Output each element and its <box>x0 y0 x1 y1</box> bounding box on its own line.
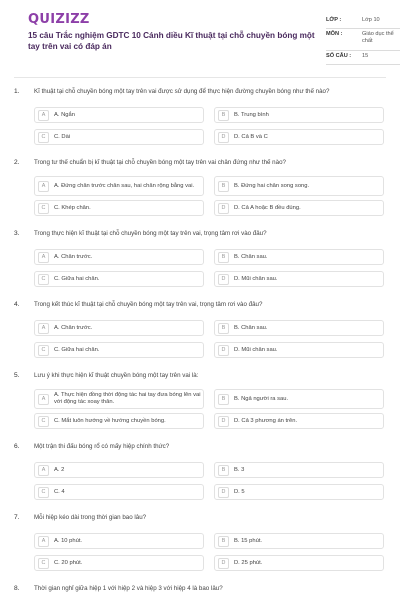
question-item <box>0 372 400 443</box>
meta-row-count <box>326 51 400 65</box>
answer-option-b[interactable] <box>214 389 384 409</box>
option-letter: C <box>38 345 49 356</box>
option-letter: C <box>38 487 49 498</box>
answer-option-a[interactable] <box>34 320 204 336</box>
question-item <box>0 443 400 514</box>
option-letter: C <box>38 416 49 427</box>
option-text: D. 25 phút. <box>234 559 263 566</box>
question-text: Lưu ý khi thực hiện kĩ thuật chuyền bóng một tay trên vai là: <box>34 372 199 379</box>
option-text: C. 20 phút. <box>54 559 83 566</box>
option-letter: A <box>38 465 49 476</box>
option-text: A. Chân trước. <box>54 324 93 331</box>
answer-option-d[interactable] <box>214 555 384 571</box>
option-letter: B <box>218 394 229 405</box>
answer-option-a[interactable] <box>34 462 204 478</box>
question-number: 5. <box>14 372 20 379</box>
option-letter: D <box>218 558 229 569</box>
option-letter: A <box>38 394 49 405</box>
meta-value: Lớp 10 <box>362 17 380 23</box>
option-text: C. Giữa hai chân. <box>54 275 100 282</box>
question-number: 7. <box>14 514 20 521</box>
question-item <box>0 159 400 230</box>
question-item <box>0 514 400 585</box>
option-text: A. Thực hiện đồng thời động tác hai tay đưa bóng lên vai với động tác xoay thân. <box>54 392 201 405</box>
option-letter: D <box>218 203 229 214</box>
option-text: A. Đứng chân trước chân sau, hai chân rộng bằng vai. <box>54 182 195 189</box>
question-number: 1. <box>14 88 20 95</box>
meta-label: LỚP : <box>326 17 342 23</box>
worksheet-meta <box>326 15 400 65</box>
question-text: Trong thực hiện kĩ thuật tại chỗ chuyền bóng một tay trên vai, trọng tâm rơi vào đâu? <box>34 230 267 237</box>
option-text: B. Chân sau. <box>234 253 268 260</box>
option-letter: A <box>38 181 49 192</box>
option-text: B. Đứng hai chân song song. <box>234 182 310 189</box>
option-letter: A <box>38 110 49 121</box>
quizizz-logo: QUIZIZZ <box>28 12 90 27</box>
option-text: C. Dài <box>54 133 71 140</box>
option-letter: D <box>218 345 229 356</box>
question-list <box>0 88 400 599</box>
question-item <box>0 301 400 372</box>
worksheet-title: 15 câu Trắc nghiệm GDTC 10 Cánh diều Kĩ thuật tại chỗ chuyền bóng một tay trên vai có đáp án <box>28 31 315 51</box>
answer-option-b[interactable] <box>214 176 384 196</box>
question-text: Trong kết thúc kĩ thuật tại chỗ chuyền bóng một tay trên vai, trọng tâm rơi vào đâu? <box>34 301 263 308</box>
option-letter: B <box>218 465 229 476</box>
option-text: A. 10 phút. <box>54 537 83 544</box>
question-text: Trong tư thế chuẩn bị kĩ thuật tại chỗ chuyền bóng một tay trên vai chân đứng như thế nào? <box>34 159 286 166</box>
option-letter: C <box>38 274 49 285</box>
option-letter: C <box>38 558 49 569</box>
option-text: A. 2 <box>54 466 65 473</box>
option-text: D. Mũi chân sau. <box>234 346 278 353</box>
meta-row-class <box>326 15 400 29</box>
option-letter: C <box>38 132 49 143</box>
option-text: A. Ngắn <box>54 111 75 118</box>
answer-option-c[interactable] <box>34 413 204 429</box>
option-letter: B <box>218 110 229 121</box>
option-letter: A <box>38 323 49 334</box>
option-text: C. Mắt luôn hướng về hướng chuyền bóng. <box>54 417 166 424</box>
answer-option-a[interactable] <box>34 249 204 265</box>
option-text: A. Chân trước. <box>54 253 93 260</box>
option-letter: B <box>218 252 229 263</box>
option-letter: A <box>38 252 49 263</box>
option-text: D. Cả 3 phương án trên. <box>234 417 298 424</box>
answer-option-d[interactable] <box>214 342 384 358</box>
option-text: C. Giữa hai chân. <box>54 346 100 353</box>
answer-option-c[interactable] <box>34 271 204 287</box>
option-text: B. 3 <box>234 466 245 473</box>
option-text: B. 15 phút. <box>234 537 263 544</box>
question-number: 4. <box>14 301 20 308</box>
option-letter: D <box>218 416 229 427</box>
answer-option-d[interactable] <box>214 413 384 429</box>
worksheet-header <box>14 0 394 78</box>
answer-option-c[interactable] <box>34 129 204 145</box>
option-letter: D <box>218 132 229 143</box>
question-number: 3. <box>14 230 20 237</box>
answer-option-b[interactable] <box>214 533 384 549</box>
option-text: C. 4 <box>54 488 65 495</box>
answer-option-c[interactable] <box>34 342 204 358</box>
answer-option-d[interactable] <box>214 271 384 287</box>
option-text: B. Trung bình <box>234 111 269 118</box>
answer-option-a[interactable] <box>34 107 204 123</box>
answer-option-d[interactable] <box>214 129 384 145</box>
question-text: Một trận thi đấu bóng rổ có mấy hiệp chính thức? <box>34 443 170 450</box>
option-letter: C <box>38 203 49 214</box>
answer-option-b[interactable] <box>214 107 384 123</box>
option-text: D. Cả A hoặc B đều đúng. <box>234 204 301 211</box>
option-letter: D <box>218 487 229 498</box>
option-letter: D <box>218 274 229 285</box>
option-text: D. Mũi chân sau. <box>234 275 278 282</box>
answer-option-a[interactable] <box>34 533 204 549</box>
option-text: B. Ngả người ra sau. <box>234 395 289 402</box>
question-text: Thời gian nghỉ giữa hiệp 1 với hiệp 2 và hiệp 3 với hiệp 4 là bao lâu? <box>34 585 223 592</box>
meta-row-subject <box>326 29 400 51</box>
option-letter: B <box>218 536 229 547</box>
option-text: C. Khép chân. <box>54 204 91 211</box>
meta-label: MÔN : <box>326 31 343 37</box>
question-item <box>0 585 400 599</box>
answer-option-c[interactable] <box>34 200 204 216</box>
question-text: Kĩ thuật tại chỗ chuyền bóng một tay trên vai được sử dụng để thực hiện đường chuyền bóng như thế nào? <box>34 88 330 95</box>
option-letter: B <box>218 181 229 192</box>
answer-option-d[interactable] <box>214 200 384 216</box>
question-number: 2. <box>14 159 20 166</box>
option-text: D. Cả B và C <box>234 133 268 140</box>
question-item <box>0 230 400 301</box>
question-item <box>0 88 400 159</box>
meta-value: Giáo dục thể chất <box>362 31 394 44</box>
header-divider <box>14 77 386 78</box>
meta-value: 15 <box>362 53 369 59</box>
option-text: D. 5 <box>234 488 245 495</box>
question-number: 6. <box>14 443 20 450</box>
option-letter: B <box>218 323 229 334</box>
answer-option-d[interactable] <box>214 484 384 500</box>
answer-option-c[interactable] <box>34 484 204 500</box>
meta-label: SỐ CÂU : <box>326 53 352 59</box>
question-number: 8. <box>14 585 20 592</box>
answer-option-b[interactable] <box>214 462 384 478</box>
option-letter: A <box>38 536 49 547</box>
option-text: B. Chân sau. <box>234 324 268 331</box>
question-text: Mỗi hiệp kéo dài trong thời gian bao lâu? <box>34 514 147 521</box>
answer-option-c[interactable] <box>34 555 204 571</box>
answer-option-a[interactable] <box>34 389 204 409</box>
answer-option-b[interactable] <box>214 320 384 336</box>
answer-option-a[interactable] <box>34 176 204 196</box>
answer-option-b[interactable] <box>214 249 384 265</box>
